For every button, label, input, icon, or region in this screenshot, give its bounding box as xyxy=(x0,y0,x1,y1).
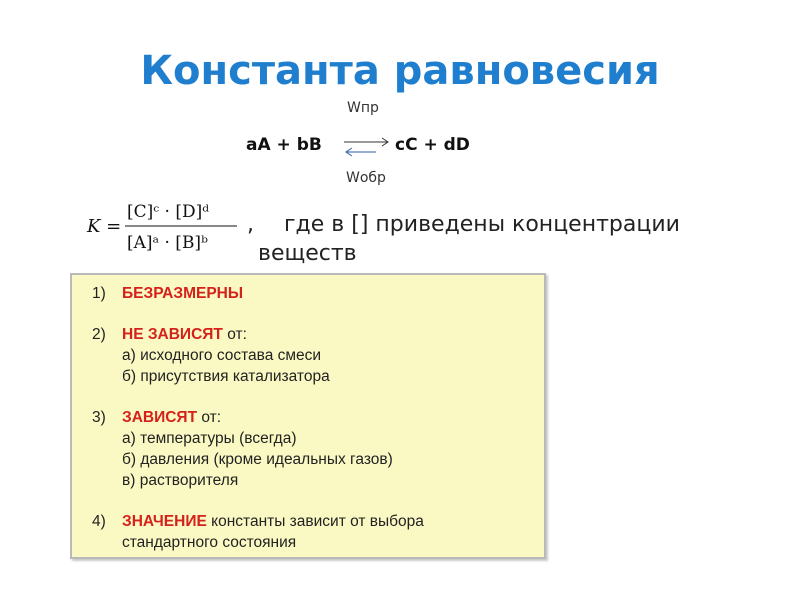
equilibrium-arrows-icon xyxy=(342,134,392,162)
slide-title: Константа равновесия xyxy=(140,48,660,94)
equilibrium-constant-formula xyxy=(85,195,250,257)
formula-lhs: K = xyxy=(87,216,122,237)
item-number: 1) xyxy=(92,285,106,302)
formula-denominator: [A]ᵃ · [B]ᵇ xyxy=(127,233,208,253)
item-text: от: xyxy=(197,409,222,426)
sub-item: б) давления (кроме идеальных газов) xyxy=(122,451,393,468)
sub-item: а) исходного состава смеси xyxy=(122,347,322,364)
item-body xyxy=(122,511,424,553)
formula-numerator: [C]ᶜ · [D]ᵈ xyxy=(127,202,210,222)
item-highlight: НЕ ЗАВИСЯТ xyxy=(122,326,223,343)
property-item xyxy=(92,324,424,387)
formula-note xyxy=(258,210,708,268)
reverse-rate-label: Wобр xyxy=(346,170,386,186)
note-line-2: веществ xyxy=(258,241,357,266)
reactants: aA + bB xyxy=(246,135,322,155)
property-item xyxy=(92,407,424,491)
item-body xyxy=(122,407,424,491)
properties-list xyxy=(92,283,424,553)
formula-comma: , xyxy=(247,212,254,237)
property-item xyxy=(92,283,424,304)
sub-item: в) растворителя xyxy=(122,472,239,489)
item-number: 2) xyxy=(92,326,106,343)
item-text: константы зависит от выбора xyxy=(206,513,424,530)
sub-item: б) присутствия катализатора xyxy=(122,368,330,385)
properties-box xyxy=(70,273,546,559)
item-body xyxy=(122,283,424,304)
note-line-1: где в [] приведены концентрации xyxy=(284,212,680,237)
item-body xyxy=(122,324,424,387)
item-text: от: xyxy=(222,326,247,343)
item-highlight: ЗНАЧЕНИЕ xyxy=(122,513,207,530)
sub-item: стандартного состояния xyxy=(122,534,297,551)
property-item xyxy=(92,511,424,553)
item-number: 4) xyxy=(92,513,106,530)
item-highlight: БЕЗРАЗМЕРНЫ xyxy=(122,285,244,302)
sub-item: а) температуры (всегда) xyxy=(122,430,297,447)
item-number: 3) xyxy=(92,409,106,426)
item-highlight: ЗАВИСЯТ xyxy=(122,409,198,426)
forward-rate-label: Wпр xyxy=(347,100,379,116)
products: cC + dD xyxy=(395,135,470,155)
